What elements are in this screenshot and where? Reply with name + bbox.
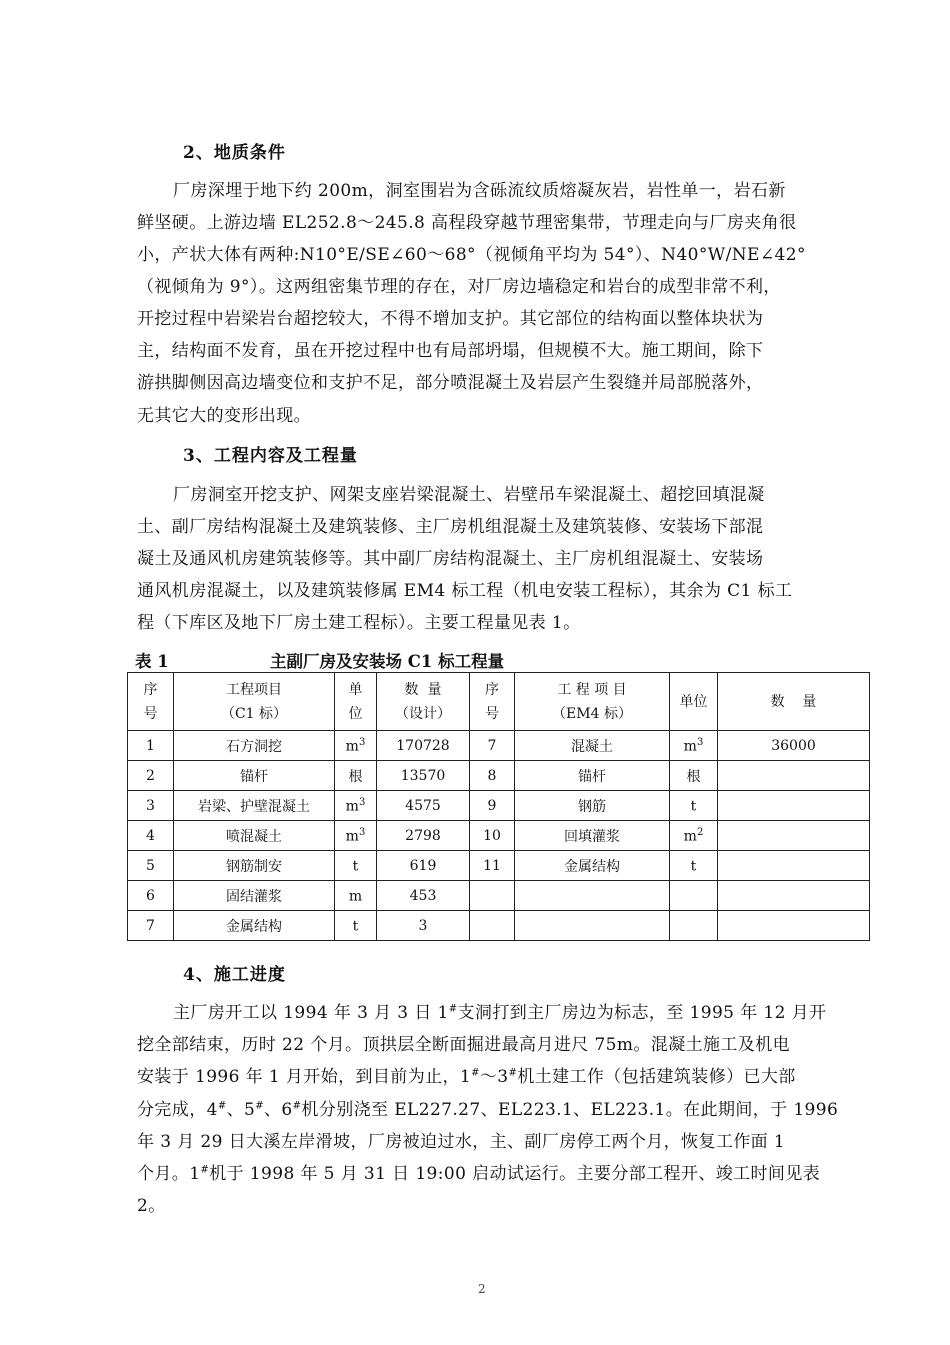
cell-quantity-2: 36000 [718,731,870,761]
header-unit-2: 单位 [670,673,718,731]
cell-item-2: 混凝土 [515,731,670,761]
cell-seq-2 [470,881,515,911]
cell-item-2: 回填灌浆 [515,821,670,851]
cell-quantity: 3 [377,911,470,941]
header-seq: 序 号 [128,673,174,731]
paragraph-line: 鲜坚硬。上游边墙 EL252.8～245.8 高程段穿越节理密集带，节理走向与厂房夹角很 [137,213,797,233]
cell-item: 固结灌浆 [174,881,335,911]
header-seq-2: 序 号 [470,673,515,731]
cell-seq-2: 7 [470,731,515,761]
cell-unit-2: $m^3$ [670,731,718,761]
paragraph-line: 主，结构面不发育，虽在开挖过程中也有局部坍塌，但规模不大。施工期间，除下 [137,341,764,361]
table-row [128,851,870,881]
cell-item-2 [515,881,670,911]
table-header-row [128,673,870,731]
cell-quantity: 13570 [377,761,470,791]
paragraph-line: 小，产状大体有两种:N10°E/SE∠60～68°（视倾角平均为 54°）、N40°W/NE∠42° [137,245,806,265]
cell-seq: 7 [128,911,174,941]
cell-quantity: 619 [377,851,470,881]
paragraph-line: 凝土及通风机房建筑装修等。其中副厂房结构混凝土、主厂房机组混凝土、安装场 [137,549,764,569]
table-row [128,881,870,911]
cell-unit: $m^3$ [335,731,377,761]
cell-seq: 3 [128,791,174,821]
paragraph-line: 开挖过程中岩梁岩台超挖较大，不得不增加支护。其它部位的结构面以整体块状为 [137,309,764,329]
paragraph-line: 挖全部结束，历时 22 个月。顶拱层全断面掘进最高月进尺 75m。混凝土施工及机电 [137,1035,790,1055]
section-heading-progress: 4、施工进度 [183,965,286,985]
cell-quantity-2 [718,851,870,881]
cell-unit: t [335,911,377,941]
header-item-c1: 工程项目 （C1 标） [174,673,335,731]
paragraph-line: 分完成，4#、5#、6#机分别浇至 EL227.27、EL223.1、EL223.1。在此期间，于 1996 [137,1100,839,1120]
paragraph-line: 安装于 1996 年 1 月开始，到目前为止，1#～3#机土建工作（包括建筑装修）已大部 [137,1067,796,1087]
cell-item: 岩梁、护壁混凝土 [174,791,335,821]
cell-item: 金属结构 [174,911,335,941]
cell-quantity: 2798 [377,821,470,851]
cell-quantity: 4575 [377,791,470,821]
cell-quantity-2 [718,761,870,791]
cell-unit: m [335,881,377,911]
cell-item-2: 钢筋 [515,791,670,821]
cell-seq: 1 [128,731,174,761]
cell-item-2: 金属结构 [515,851,670,881]
cell-item: 喷混凝土 [174,821,335,851]
table-caption-number: 表 1 [135,652,169,671]
cell-item: 石方洞挖 [174,731,335,761]
cell-quantity-2 [718,791,870,821]
paragraph-line: 程（下库区及地下厂房土建工程标）。主要工程量见表 1。 [137,613,581,633]
table-row [128,821,870,851]
cell-seq-2: 11 [470,851,515,881]
table-row [128,731,870,761]
paragraph-line: 2。 [137,1196,166,1216]
header-unit: 单 位 [335,673,377,731]
paragraph-line: 年 3 月 29 日大溪左岸滑坡，厂房被迫过水，主、副厂房停工两个月，恢复工作面 1 [137,1132,786,1152]
section-heading-geology: 2、地质条件 [183,143,286,163]
cell-quantity-2 [718,881,870,911]
header-quantity-2: 数 量 [718,673,870,731]
cell-quantity-2 [718,821,870,851]
cell-quantity: 170728 [377,731,470,761]
paragraph-line: 厂房深埋于地下约 200m，洞室围岩为含砾流纹质熔凝灰岩，岩性单一，岩石新 [173,181,786,201]
cell-item-2 [515,911,670,941]
paragraph-line: 游拱脚侧因高边墙变位和支护不足，部分喷混凝土及岩层产生裂缝并局部脱落外， [137,373,764,393]
cell-seq: 4 [128,821,174,851]
table-body [128,731,870,941]
cell-unit: 根 [335,761,377,791]
cell-item-2: 锚杆 [515,761,670,791]
quantity-table [127,672,870,941]
paragraph-line: 主厂房开工以 1994 年 3 月 3 日 1#支洞打到主厂房边为标志，至 1995 年 12 月开 [173,1003,827,1023]
cell-item: 钢筋制安 [174,851,335,881]
paragraph-line: 无其它大的变形出现。 [137,406,311,426]
table-row [128,791,870,821]
table-row [128,761,870,791]
cell-quantity-2 [718,911,870,941]
table-row [128,911,870,941]
cell-seq-2: 9 [470,791,515,821]
paragraph-line: 通风机房混凝土，以及建筑装修属 EM4 标工程（机电安装工程标），其余为 C1 标工 [137,581,793,601]
cell-seq: 6 [128,881,174,911]
cell-seq-2: 8 [470,761,515,791]
paragraph-line: 厂房洞室开挖支护、网架支座岩梁混凝土、岩壁吊车梁混凝土、超挖回填混凝 [173,485,765,505]
paragraph-line: 土、副厂房结构混凝土及建筑装修、主厂房机组混凝土及建筑装修、安装场下部混 [137,517,764,537]
cell-seq: 2 [128,761,174,791]
cell-unit-2: t [670,851,718,881]
cell-unit: t [335,851,377,881]
cell-seq-2 [470,911,515,941]
cell-seq: 5 [128,851,174,881]
header-item-em4: 工 程 项 目 （EM4 标） [515,673,670,731]
cell-unit-2 [670,881,718,911]
section-heading-scope: 3、工程内容及工程量 [183,446,358,466]
cell-unit: $m^3$ [335,791,377,821]
cell-item: 锚杆 [174,761,335,791]
cell-unit-2: $m^2$ [670,821,718,851]
cell-unit-2: 根 [670,761,718,791]
cell-quantity: 453 [377,881,470,911]
paragraph-line: 个月。1#机于 1998 年 5 月 31 日 19:00 启动试运行。主要分部工程开、竣工时间见表 [137,1164,821,1184]
page-number: 2 [478,1282,486,1296]
header-quantity: 数 量 （设计） [377,673,470,731]
paragraph-line: （视倾角为 9°）。这两组密集节理的存在，对厂房边墙稳定和岩台的成型非常不利， [137,277,781,297]
cell-seq-2: 10 [470,821,515,851]
cell-unit-2: t [670,791,718,821]
table-caption-title: 主副厂房及安装场 C1 标工程量 [270,652,505,671]
cell-unit-2 [670,911,718,941]
cell-unit: $m^3$ [335,821,377,851]
